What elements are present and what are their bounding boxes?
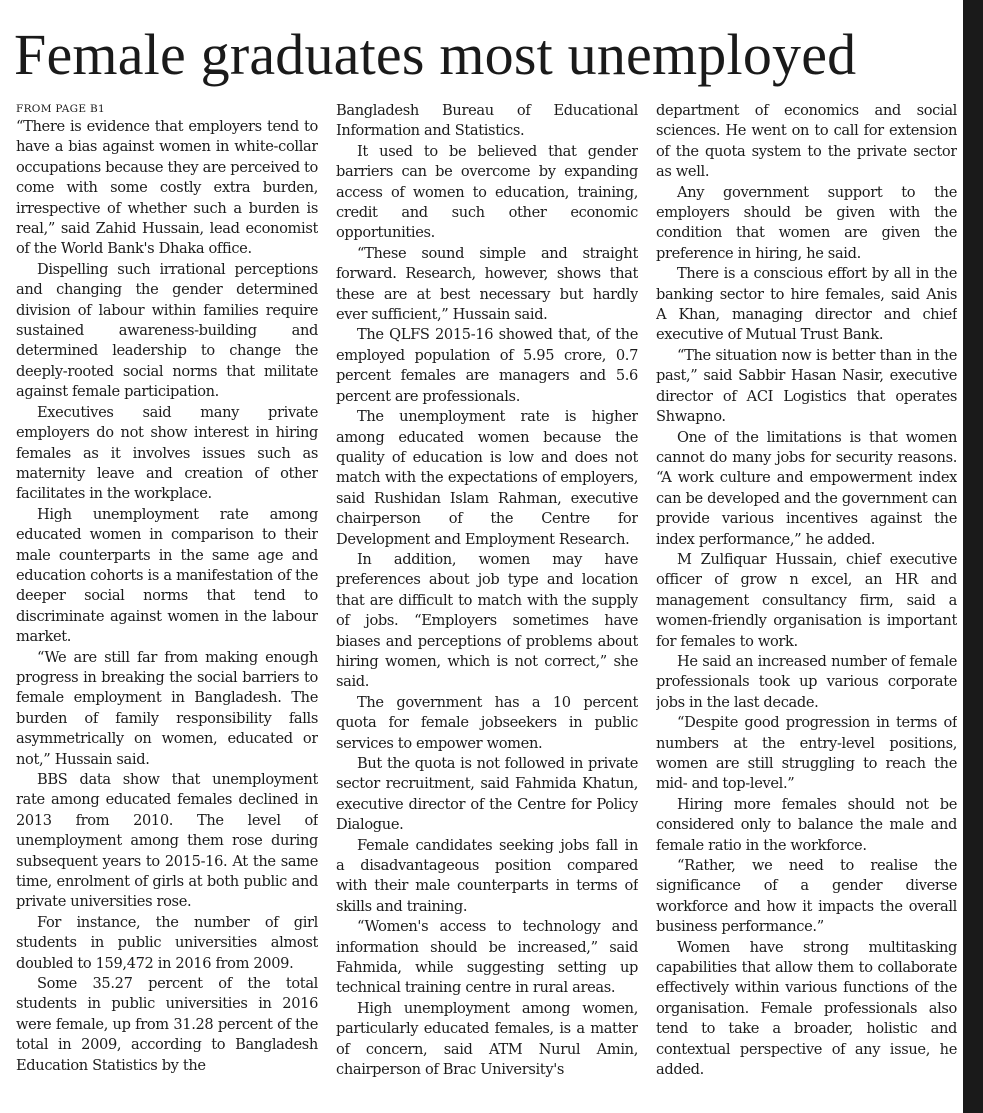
paragraph: “Despite good progression in terms of numbers at the entry-level positions, women are still struggling to reach the mid- and top-level.” (656, 714, 957, 793)
paragraph: Women have strong multitasking capabilities that allow them to collaborate effectively within various functions of the organisation. Female professionals also tend to take a broader, holistic and contextual perspective of any issue, he added. (656, 938, 957, 1079)
paragraph: One of the limitations is that women cannot do many jobs for security reasons. “A work culture and empowerment index can be developed and the government can provide various incentives against the index performance,” he added. (656, 428, 957, 548)
continuation-kicker: FROM PAGE B1 (16, 103, 105, 115)
paragraph: Some 35.27 percent of the total students in public universities in 2016 were female, up from 31.28 percent of the total in 2009, according to Bangladesh Education Statistics by the (16, 975, 318, 1074)
paragraph: “The situation now is better than in the past,” said Sabbir Hasan Nasir, executive director of ACI Logistics that operates Shwapno. (656, 346, 957, 426)
paragraph: BBS data show that unemployment rate among educated females declined in 2013 from 2010. The level of unemployment among them rose during subsequent years to 2015-16. At the same time, enrolment of girls at both public and private universities rose. (16, 771, 318, 911)
paragraph: For instance, the number of girl students in public universities almost doubled to 159,472 in 2016 from 2009. (16, 913, 318, 972)
paragraph: Bangladesh Bureau of Educational Information and Statistics. (336, 102, 638, 140)
paragraph: High unemployment rate among educated women in comparison to their male counterparts in the same age and education cohorts is a manifestation of the deeper social norms that tend to discriminate against women in the labour market. (16, 505, 318, 646)
paragraph: “Women's access to technology and information should be increased,” said Fahmida, while suggesting setting up technical training centre in rural areas. (336, 918, 638, 997)
article-column-1 (16, 101, 318, 1107)
paragraph: The government has a 10 percent quota for female jobseekers in public services to empower women. (336, 693, 638, 752)
paragraph: Female candidates seeking jobs fall in a disadvantageous position compared with their male counterparts in terms of skills and training. (336, 836, 638, 915)
paragraph: He said an increased number of female professionals took up various corporate jobs in the last decade. (656, 652, 957, 711)
paragraph: It used to be believed that gender barriers can be overcome by expanding access of women to education, training, credit and such other economic opportunities. (336, 142, 638, 242)
paragraph: “There is evidence that employers tend to have a bias against women in white-collar occupations because they are perceived to come with some costly extra burden, irrespective of whether such a burden is real,” said Zahid Hussain, lead economist of the World Bank's Dhaka office. (16, 118, 318, 258)
paragraph: “We are still far from making enough progress in breaking the social barriers to female employment in Bangladesh. The burden of family responsibility falls asymmetrically on women, educated or not,” Hussain said. (16, 648, 318, 768)
paragraph: In addition, women may have preferences about job type and location that are difficult to match with the supply of jobs. “Employers sometimes have biases and perceptions of problems about hiring women, which is not correct,” she said. (336, 550, 638, 691)
paragraph: M Zulfiquar Hussain, chief executive officer of grow n excel, an HR and management consultancy firm, said a women-friendly organisation is important for females to work. (656, 550, 957, 650)
paragraph: “Rather, we need to realise the significance of a gender diverse workforce and how it impacts the overall business performance.” (656, 857, 957, 936)
article-column-2 (336, 101, 638, 1107)
paragraph: department of economics and social sciences. He went on to call for extension of the quota system to the private sector as well. (656, 102, 957, 181)
paragraph: There is a conscious effort by all in the banking sector to hire females, said Anis A Khan, managing director and chief executive of Mutual Trust Bank. (656, 265, 957, 344)
paragraph: High unemployment among women, particularly educated females, is a matter of concern, said ATM Nurul Amin, chairperson of Brac University's (336, 999, 638, 1079)
paragraph: Any government support to the employers should be given with the condition that women are given the preference in hiring, he said. (656, 183, 957, 262)
paragraph: The QLFS 2015-16 showed that, of the employed population of 5.95 crore, 0.7 percent females are managers and 5.6 percent are professionals. (336, 326, 638, 405)
article-column-3 (656, 101, 957, 1107)
paragraph: “These sound simple and straight forward. Research, however, shows that these are at best necessary but hardly ever sufficient,” Hussain said. (336, 244, 638, 324)
paragraph: The unemployment rate is higher among educated women because the quality of education is low and does not match with the expectations of employers, said Rushidan Islam Rahman, executive chairperson of the Centre for Development and Employment Research. (336, 408, 638, 548)
page-edge-shadow (963, 0, 983, 1113)
paragraph: But the quota is not followed in private sector recruitment, said Fahmida Khatun, executive director of the Centre for Policy Dialogue. (336, 755, 638, 834)
article-headline: Female graduates most unemployed (14, 22, 857, 87)
paragraph: Dispelling such irrational perceptions and changing the gender determined division of labour within families require sustained awareness-building and determined leadership to change the deeply-rooted social norms that militate against female participation. (16, 260, 318, 401)
paragraph: Hiring more females should not be considered only to balance the male and female ratio in the workforce. (656, 795, 957, 854)
article-body (16, 101, 957, 1107)
paragraph: Executives said many private employers do not show interest in hiring females as it involves issues such as maternity leave and creation of other facilitates in the workplace. (16, 403, 318, 503)
